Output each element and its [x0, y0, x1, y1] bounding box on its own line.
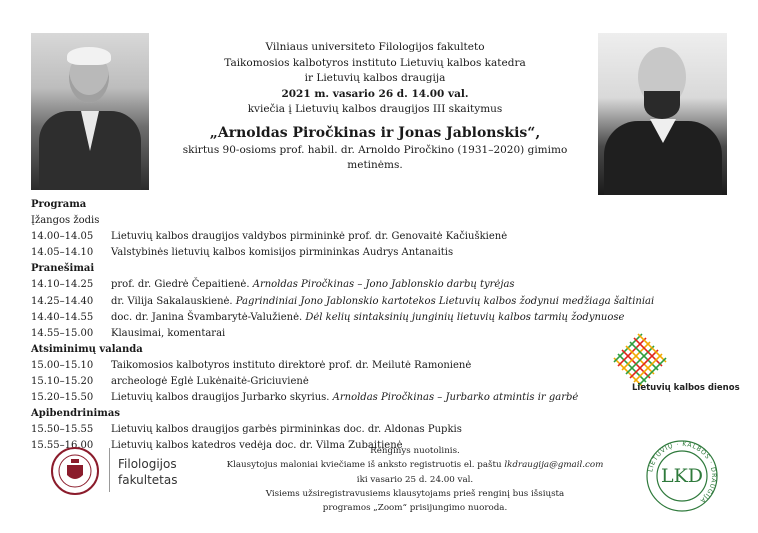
program-item [31, 374, 631, 390]
header-line-2: Taikomosios kalbotyros instituto Lietuvių kalbos katedra [224, 56, 526, 69]
invitation-header [160, 40, 590, 174]
memories-heading: Atsiminimų valanda [31, 343, 143, 355]
program-item-speaker: Klausimai, komentarai [111, 327, 226, 339]
program-item-speaker: Valstybinės lietuvių kalbos komisijos pirmininkas Audrys Antanaitis [111, 247, 454, 259]
program [31, 197, 655, 455]
program-item-title: Pagrindiniai Jono Jablonskio kartotekos Lietuvių kalbos žodynui medžiaga šaltiniai [235, 295, 655, 307]
footer-line-3: iki vasario 25 d. 24.00 val. [356, 474, 474, 485]
header-line-3: ir Lietuvių kalbos draugija [304, 72, 446, 84]
program-item-speaker: Taikomosios kalbotyros instituto direktorė prof. dr. Meilutė Ramonienė [111, 359, 472, 371]
program-item-time: 15.20–15.50 [31, 392, 94, 404]
program-item-speaker: doc. dr. Janina Švambarytė-Valužienė. [111, 311, 306, 323]
opening-label: Įžangos žodis [31, 215, 100, 227]
program-item [31, 277, 631, 293]
lietuviu-kalbos-dienos-label: Lietuvių kalbos dienos [632, 383, 740, 393]
program-item-time: 15.00–15.10 [31, 359, 94, 371]
program-item-time: 15.55–16.00 [31, 440, 94, 452]
program-item [31, 294, 655, 310]
registration-email[interactable]: lkdraugija@gmail.com [504, 460, 604, 471]
program-item [31, 310, 631, 326]
program-item [31, 390, 631, 406]
faculty-name-line-1: Filologijos [118, 457, 177, 471]
program-item-speaker: prof. dr. Giedrė Čepaitienė. [111, 279, 253, 291]
program-item-speaker: archeologė Eglė Lukėnaitė-Griciuvienė [111, 376, 309, 388]
photo-jonas-jablonskis [598, 33, 727, 195]
footer-line-2 [225, 458, 605, 472]
program-item-time: 14.25–14.40 [31, 295, 94, 307]
program-item [31, 229, 631, 245]
lietuviu-kalbos-draugija-logo [644, 438, 720, 514]
program-heading: Programa [31, 199, 87, 210]
photo-arnoldas-pirockinas [31, 33, 149, 190]
closing-heading: Apibendrinimas [31, 408, 120, 420]
program-item-time: 14.10–14.25 [31, 279, 94, 291]
event-title: „Arnoldas Piročkinas ir Jonas Jablonskis“, [209, 124, 541, 141]
talks-heading: Pranešimai [31, 263, 95, 275]
program-item-title: Dėl kelių sintaksinių junginių lietuvių kalbos tarmių žodynuose [305, 311, 625, 323]
footer-line-5: programos „Zoom“ prisijungimo nuoroda. [322, 503, 508, 514]
invite-line: kviečia į Lietuvių kalbos draugijos III skaitymus [247, 103, 503, 115]
header-line-1: Vilniaus universiteto Filologijos fakulteto [265, 41, 485, 53]
event-date: 2021 m. vasario 26 d. 14.00 val. [281, 87, 469, 100]
faculty-name [118, 456, 178, 488]
program-item-speaker: Lietuvių kalbos draugijos valdybos pirmininkė prof. dr. Genovaitė Kačiuškienė [111, 231, 508, 243]
program-item-time: 15.50–15.55 [31, 424, 94, 436]
program-item-title: Arnoldas Piročkinas – Jono Jablonskio darbų tyrėjas [252, 279, 515, 291]
program-item-time: 14.00–14.05 [31, 231, 94, 243]
footer-line-4: Visiems užsiregistravusiems klausytojams prieš renginį bus išsiųsta [265, 488, 565, 499]
kalbos-monogram: LKD [660, 465, 704, 487]
program-item-time: 14.05–14.10 [31, 247, 94, 259]
kalbos-ring-text: LIETUVIŲ · KALBOS · DRAUGIJA [647, 440, 718, 505]
program-item-time: 15.10–15.20 [31, 376, 94, 388]
program-item [31, 326, 631, 342]
program-item-speaker: Lietuvių kalbos draugijos Jurbarko skyrius. [111, 392, 333, 404]
program-item-time: 14.55–15.00 [31, 327, 94, 339]
faculty-name-line-2: fakultetas [118, 473, 178, 487]
footer-line-2-text: Klausytojus maloniai kviečiame iš anksto registruotis el. paštu [226, 460, 505, 471]
event-subtitle: skirtus 90-osioms prof. habil. dr. Arnoldo Piročkino (1931–2020) gimimo metinėms. [182, 143, 568, 171]
program-item-speaker: Lietuvių kalbos katedros vedėja doc. dr. Vilma Zubaitienė [111, 440, 403, 452]
registration-info [225, 444, 605, 515]
program-item [31, 422, 631, 438]
footer-line-1: Renginys nuotolinis. [370, 446, 460, 456]
program-item [31, 358, 631, 374]
program-item-speaker: dr. Vilija Sakalauskienė. [111, 295, 236, 307]
program-item-title: Arnoldas Piročkinas – Jurbarko atmintis ir garbė [332, 392, 579, 404]
program-item-speaker: Lietuvių kalbos draugijos garbės pirmininkas doc. dr. Aldonas Pupkis [111, 424, 462, 436]
logo-divider [109, 448, 110, 492]
vilnius-university-seal-icon [50, 445, 100, 497]
program-item [31, 245, 631, 261]
program-item-time: 14.40–14.55 [31, 311, 94, 323]
